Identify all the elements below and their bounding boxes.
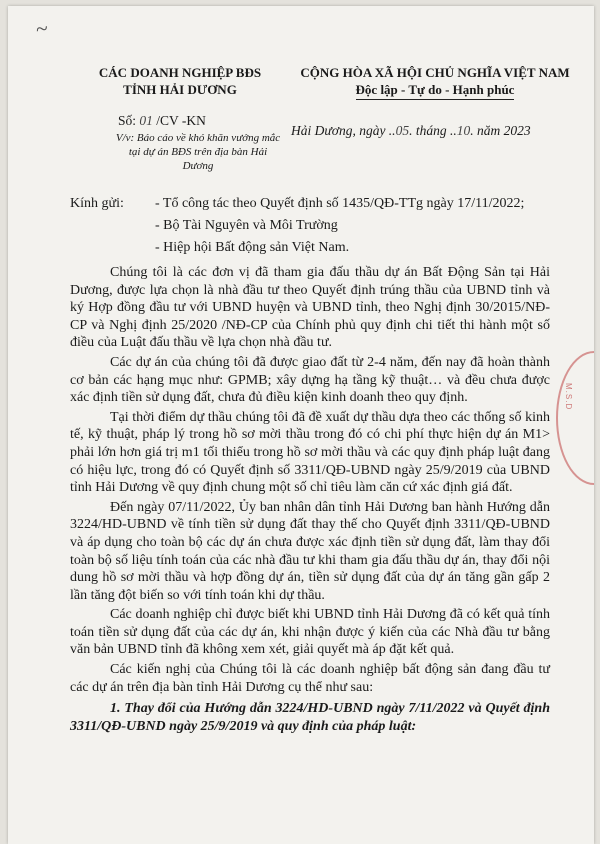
seal-text: M.S.D: [564, 383, 573, 411]
document-page: [8, 6, 594, 844]
section-heading: 1. Thay đổi của Hướng dẫn 3224/HD-UBND ngày 7/11/2022 và Quyết định 3311/QĐ-UBND ngày 25/9/2019 và quy định của pháp luật:: [70, 701, 550, 734]
national-title: CỘNG HÒA XÃ HỘI CHỦ NGHĨA VIỆT NAM: [300, 65, 570, 80]
handwritten-day: 05: [395, 123, 410, 138]
handwritten-number: 01: [139, 113, 153, 128]
recipients-label: Kính gửi:: [70, 196, 124, 211]
body-paragraph: Chúng tôi là các đơn vị đã tham gia đấu thầu dự án Bất Động Sản tại Hải Dương, được lựa chọn là nhà đầu tư theo Quyết định trúng thầu của UBND tỉnh và ký Hợp đồng đầu tư với UBND huyện và UBND tỉnh, theo Nghị định 30/2015/NĐ-CP và Nghị định 25/2020 /NĐ-CP của Chính phủ quy định chi tiết thi hành một số điều của Luật đấu thầu về lựa chọn nhà đầu tư.: [70, 265, 550, 351]
body-paragraph: Tại thời điểm dự thầu chúng tôi đã đề xuất dự thầu dựa theo các thống số kinh tế, kỹ thuật, pháp lý trong hồ sơ mời thầu trong đó có chi phí thực hiện dự án M1> phải lớn hơn giá trị m1 tối thiểu trong hồ sơ mời thầu và các quy định pháp luật đang có hiệu lực, trong đó có Quyết định số 3311/QĐ-UBND ngày 25/9/2019 của UBND tỉnh Hải Dương về quy định chung một số chỉ tiêu làm căn cứ xác định giá đất.: [70, 409, 550, 496]
letter-body: [70, 264, 550, 737]
national-header: [276, 64, 594, 100]
handwritten-month: 10: [456, 123, 471, 138]
body-paragraph: Các kiến nghị của Chúng tôi là các doanh nghiệp bất động sản đang đầu tư các dự án trên địa bàn tỉnh Hải Dương cụ thể như sau:: [70, 662, 550, 695]
recipients-block: [70, 193, 524, 259]
red-seal-stamp: [556, 351, 594, 485]
issuer-line-1: CÁC DOANH NGHIỆP BĐS: [98, 65, 262, 80]
body-paragraph: Các doanh nghiệp chỉ được biết khi UBND tỉnh Hải Dương đã có kết quả tính toán tiền sử dụng đất của các dự án, khi nhận được ý kiến của các Nhà đầu tư bằng văn bản UBND tỉnh đã không xem xét, giải quyết mà áp đặt kết quả.: [70, 607, 550, 658]
recipient-item: - Bộ Tài Nguyên và Môi Trường: [155, 218, 338, 233]
document-number: Số: 01 /CV -KN: [118, 113, 206, 128]
recipient-item: - Hiệp hội Bất động sản Việt Nam.: [155, 240, 350, 255]
subject-line: V/v: Báo cáo về khó khăn vướng mắc tại dự án BĐS trên địa bàn Hải Dương: [115, 132, 281, 172]
body-paragraph: Các dự án của chúng tôi đã được giao đất từ 2-4 năm, đến nay đã hoàn thành cơ bản các hạng mục như: GPMB; xây dựng hạ tầng kỹ thuật… và đều chưa được xác định tiền sử dụng đất, chưa đủ điều kiện kinh doanh theo quy định.: [70, 354, 550, 406]
pen-mark: ~: [34, 15, 50, 42]
issuer-header: [80, 64, 280, 98]
body-paragraph: Đến ngày 07/11/2022, Ủy ban nhân dân tỉnh Hải Dương ban hành Hướng dẫn 3224/HD-UBND về tính tiền sử dụng đất thay thế cho Quyết định 3311/QĐ-UBND và áp dụng cho toàn bộ các dự án chưa được xác định tiền sử dụng đất, làm thay đổi toàn bộ số liệu tính toán của các nhà đầu tư khi tham gia đấu thầu dự án, thay đổi nội dung hồ sơ mời thầu và hợp đồng dự án, tiền sử dụng đất của dự án tăng gần gấp 2 lần tăng đột biến so với tính toán khi dự thầu.: [70, 499, 550, 603]
document-date: Hải Dương, ngày ..05. tháng ..10. năm 2023: [291, 123, 531, 138]
recipient-item: - Tổ công tác theo Quyết định số 1435/QĐ-TTg ngày 17/11/2022;: [155, 196, 525, 211]
national-motto: Độc lập - Tự do - Hạnh phúc: [356, 81, 515, 100]
issuer-line-2: TỈNH HẢI DƯƠNG: [123, 82, 237, 97]
